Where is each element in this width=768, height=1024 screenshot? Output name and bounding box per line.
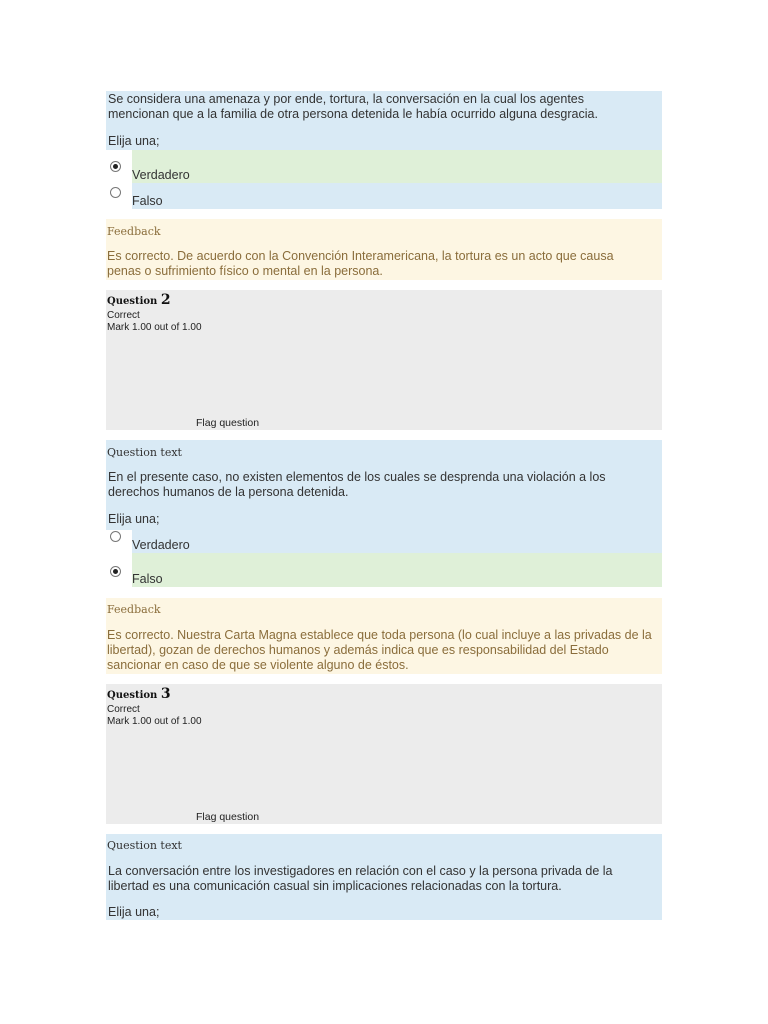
question2-text: En el presente caso, no existen elementos de los cuales se desprenda una violación a los derechos humanos de la persona detenida. (108, 470, 606, 499)
question-word: Question (107, 296, 158, 307)
question1-feedback-panel (106, 219, 662, 280)
feedback-heading: Feedback (107, 225, 161, 238)
question2-option-label: Falso (132, 572, 163, 586)
question1-text-panel (106, 91, 662, 150)
question2-option-label: Verdadero (132, 538, 190, 552)
radio-cell (106, 530, 132, 553)
question2-mark: Mark 1.00 out of 1.00 (107, 322, 202, 333)
question1-prompt: Elija una; (108, 134, 160, 148)
question1-text: Se considera una amenaza y por ende, tortura, la conversación en la cual los agentes mencionan que a la familia de otra persona detenida le había ocurrido alguna desgracia. (108, 92, 598, 121)
question3-state: Correct (107, 704, 140, 715)
question3-info-panel (106, 684, 662, 824)
question-word: Question (107, 690, 158, 701)
radio-cell (106, 553, 132, 587)
radio-cell (106, 183, 132, 209)
question2-prompt: Elija una; (108, 512, 160, 526)
question2-title (107, 292, 171, 308)
question1-option-falso[interactable] (106, 183, 662, 209)
question3-mark: Mark 1.00 out of 1.00 (107, 716, 202, 727)
question3-prompt: Elija una; (108, 905, 160, 919)
question-number: 2 (160, 292, 171, 308)
question3-text-panel (106, 834, 662, 920)
radio-unchecked-icon[interactable] (110, 531, 121, 542)
radio-checked-icon[interactable] (110, 566, 121, 577)
question1-option-label: Falso (132, 194, 163, 208)
question3-title (107, 686, 171, 702)
question2-option-falso[interactable] (106, 553, 662, 587)
question-text-heading: Question text (107, 446, 182, 459)
question-number: 3 (160, 686, 171, 702)
radio-cell (106, 150, 132, 183)
radio-checked-icon[interactable] (110, 161, 121, 172)
question2-flag-link[interactable]: Flag question (196, 417, 260, 429)
question2-state: Correct (107, 310, 140, 321)
question2-feedback: Es correcto. Nuestra Carta Magna establece que toda persona (lo cual incluye a las privadas de la libertad), gozan de derechos humanos y además indica que es responsabilidad del Estado sancionar en caso de que se violente alguno de éstos. (107, 628, 652, 672)
question3-text: La conversación entre los investigadores en relación con el caso y la persona privada de la libertad es una comunicación casual sin implicaciones relacionadas con la tortura. (108, 864, 613, 893)
feedback-heading: Feedback (107, 603, 161, 616)
question-text-heading: Question text (107, 839, 182, 852)
question2-option-verdadero[interactable] (106, 530, 662, 553)
radio-unchecked-icon[interactable] (110, 187, 121, 198)
question1-feedback: Es correcto. De acuerdo con la Convención Interamericana, la tortura es un acto que causa penas o sufrimiento físico o mental en la persona. (107, 249, 614, 278)
question1-option-verdadero[interactable] (106, 150, 662, 183)
question2-info-panel (106, 290, 662, 430)
question2-feedback-panel (106, 598, 662, 674)
question3-flag-link[interactable]: Flag question (196, 811, 260, 823)
question1-option-label: Verdadero (132, 168, 190, 182)
